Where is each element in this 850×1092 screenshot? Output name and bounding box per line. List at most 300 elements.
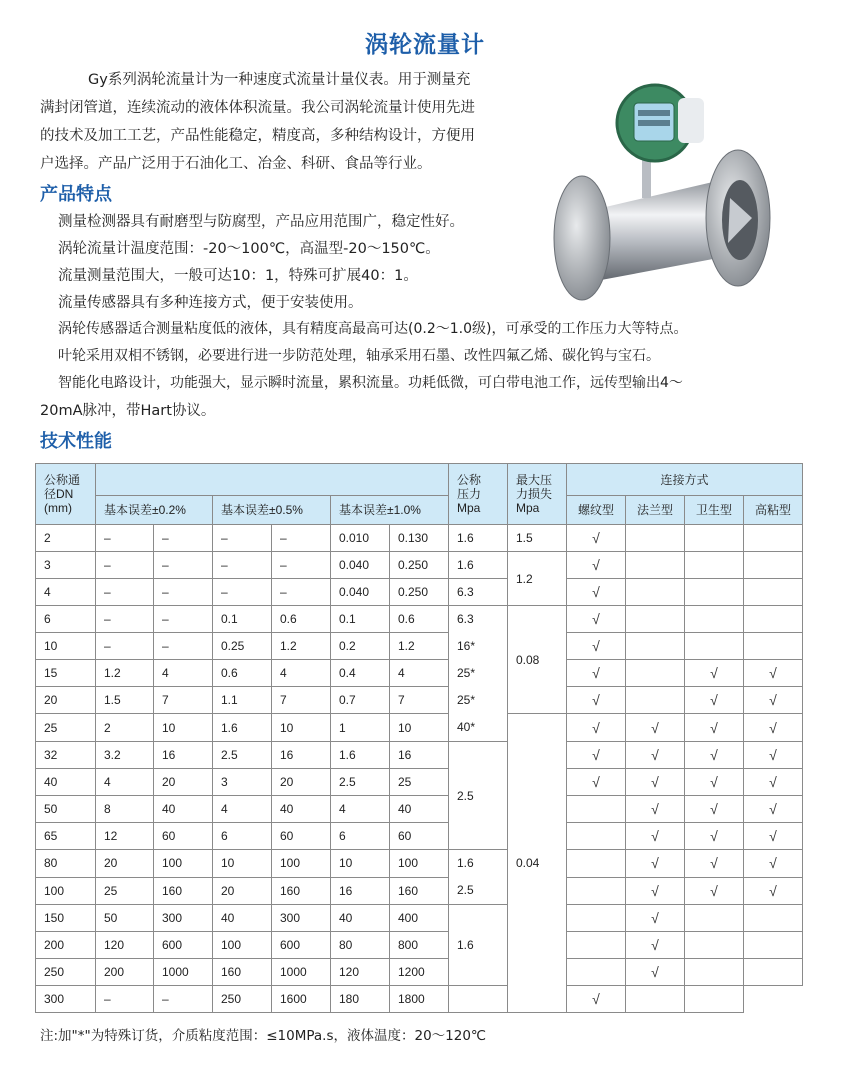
cell-connection [744, 769, 803, 796]
cell-connection [685, 687, 744, 714]
cell-error-value: 100 [272, 850, 331, 878]
check-icon: √ [710, 665, 718, 681]
specs-heading: 技术性能 [40, 431, 112, 452]
cell-error-value: 1.6 [331, 742, 390, 769]
cell-error-value: 0.130 [390, 525, 449, 552]
cell-error-value: 6 [213, 823, 272, 850]
cell-error-value: 250 [213, 986, 272, 1013]
cell-connection [626, 552, 685, 579]
cell-error-value: – [96, 633, 154, 660]
check-icon: √ [651, 774, 659, 790]
cell-pressure [449, 742, 508, 850]
cell-error-value: 0.1 [331, 606, 390, 633]
cell-error-value: – [154, 986, 213, 1013]
cell-error-value: 160 [390, 877, 449, 905]
cell-dn: 6 [36, 606, 96, 633]
header-pressure: 公称 压力 Mpa [449, 464, 508, 525]
cell-error-value: 10 [213, 850, 272, 878]
cell-error-value: – [154, 579, 213, 606]
cell-pressure-loss: 1.2 [508, 552, 567, 606]
cell-error-value: 1.1 [213, 687, 272, 714]
cell-error-value: 300 [154, 905, 213, 932]
cell-connection [744, 660, 803, 687]
cell-error-value: 40 [390, 796, 449, 823]
check-icon: √ [592, 530, 600, 546]
header-sanitary: 卫生型 [685, 496, 744, 525]
pressure-value: 1.6 [457, 938, 474, 952]
cell-error-value: 1800 [390, 986, 449, 1013]
header-error-0.5: 基本误差±0.5% [213, 496, 331, 525]
check-icon: √ [592, 692, 600, 708]
cell-dn: 150 [36, 905, 96, 932]
cell-error-value: 1.2 [390, 633, 449, 660]
cell-error-value: 4 [154, 660, 213, 687]
check-icon: √ [651, 882, 659, 899]
cell-connection [567, 606, 626, 633]
cell-error-value: 16 [331, 877, 390, 905]
cell-error-value: 4 [96, 769, 154, 796]
cell-dn: 100 [36, 877, 96, 905]
cell-pressure [449, 579, 508, 606]
cell-connection [626, 687, 685, 714]
cell-error-value: 10 [331, 850, 390, 878]
cell-error-value: 160 [213, 959, 272, 986]
cell-error-value: 1.5 [96, 687, 154, 714]
cell-connection [567, 525, 626, 552]
cell-error-value: 0.040 [331, 579, 390, 606]
footnote: 注:加"*"为特殊订货，介质粘度范围：≤10MPa.s，液体温度：20～120℃ [40, 1028, 487, 1044]
cell-error-value: 0.2 [331, 633, 390, 660]
cell-error-value: 6 [331, 823, 390, 850]
cell-pressure [449, 552, 508, 579]
turbine-flowmeter-photo [540, 78, 790, 308]
check-icon: √ [769, 665, 777, 681]
cell-error-value: 600 [272, 932, 331, 959]
cell-connection [626, 796, 685, 823]
cell-error-value: 120 [331, 959, 390, 986]
check-icon: √ [651, 910, 659, 926]
cell-connection [449, 986, 508, 1013]
cell-error-value: 40 [154, 796, 213, 823]
cell-error-value: 1000 [272, 959, 331, 986]
check-icon: √ [592, 611, 600, 627]
cell-connection [626, 986, 685, 1013]
intro-line: Gy系列涡轮流量计为一种速度式流量计量仪表。用于测量充 [88, 72, 471, 88]
cell-connection [626, 742, 685, 769]
cell-error-value: – [213, 525, 272, 552]
cell-pressure-loss: 0.08 [508, 606, 567, 714]
cell-error-value: – [96, 606, 154, 633]
check-icon: √ [651, 964, 659, 980]
cell-dn: 10 [36, 633, 96, 660]
intro-line: 户选择。产品广泛用于石油化工、冶金、科研、食品等行业。 [40, 156, 432, 172]
cell-connection [685, 769, 744, 796]
cell-connection [567, 742, 626, 769]
cell-error-value: 1000 [154, 959, 213, 986]
cell-connection [626, 850, 685, 878]
cell-connection [567, 986, 626, 1013]
cell-connection [626, 932, 685, 959]
cell-connection [685, 742, 744, 769]
cell-error-value: 0.250 [390, 552, 449, 579]
cell-error-value: 0.040 [331, 552, 390, 579]
check-icon: √ [592, 557, 600, 573]
cell-connection [744, 932, 803, 959]
cell-error-value: 1.2 [96, 660, 154, 687]
pressure-value: 25* [457, 666, 476, 680]
cell-error-value: 0.1 [213, 606, 272, 633]
cell-dn: 32 [36, 742, 96, 769]
cell-error-value: 200 [96, 959, 154, 986]
table-row [36, 579, 803, 606]
check-icon: √ [769, 855, 777, 872]
cell-dn: 50 [36, 796, 96, 823]
cell-error-value: 1200 [390, 959, 449, 986]
pressure-value: 16* [457, 639, 476, 653]
cell-error-value: 20 [96, 850, 154, 878]
check-icon: √ [710, 855, 718, 872]
check-icon: √ [592, 719, 600, 736]
table-row [36, 742, 803, 769]
check-icon: √ [710, 801, 718, 817]
header-flange: 法兰型 [626, 496, 685, 525]
header-error-1.0: 基本误差±1.0% [331, 496, 449, 525]
cell-connection [744, 606, 803, 633]
pressure-value: 6.3 [457, 585, 474, 599]
check-icon: √ [592, 584, 600, 600]
cell-error-value: 800 [390, 932, 449, 959]
header-dn: 公称通 径DN (mm) [36, 464, 96, 525]
feature-item: 流量传感器具有多种连接方式，便于安装使用。 [58, 295, 363, 311]
table-row [36, 660, 803, 687]
table-row [36, 552, 803, 579]
check-icon: √ [592, 747, 600, 763]
cell-error-value: 400 [390, 905, 449, 932]
cell-error-value: 20 [272, 769, 331, 796]
check-icon: √ [592, 991, 600, 1007]
cell-connection [685, 525, 744, 552]
cell-connection [685, 633, 744, 660]
cell-error-value: – [213, 579, 272, 606]
header-error-group [96, 464, 449, 496]
cell-dn: 2 [36, 525, 96, 552]
check-icon: √ [592, 665, 600, 681]
cell-error-value: 8 [96, 796, 154, 823]
cell-connection [567, 905, 626, 932]
cell-connection [744, 579, 803, 606]
cell-connection [685, 660, 744, 687]
cell-error-value: – [272, 579, 331, 606]
cell-error-value: 0.6 [213, 660, 272, 687]
check-icon: √ [651, 747, 659, 763]
cell-connection [626, 660, 685, 687]
cell-error-value: 0.7 [331, 687, 390, 714]
cell-connection [744, 823, 803, 850]
cell-dn: 20 [36, 687, 96, 714]
cell-connection [626, 525, 685, 552]
cell-error-value: 10 [272, 714, 331, 742]
cell-connection [567, 633, 626, 660]
cell-connection [685, 850, 744, 878]
check-icon: √ [592, 774, 600, 790]
cell-connection [744, 687, 803, 714]
cell-connection [626, 606, 685, 633]
cell-error-value: 4 [390, 660, 449, 687]
cell-error-value: 2.5 [213, 742, 272, 769]
cell-error-value: 4 [331, 796, 390, 823]
table-row [36, 932, 803, 959]
cell-connection [626, 579, 685, 606]
cell-connection [685, 905, 744, 932]
cell-error-value: – [96, 579, 154, 606]
page-title: 涡轮流量计 [365, 32, 485, 58]
pressure-value: 40* [457, 720, 476, 734]
cell-error-value: – [96, 986, 154, 1013]
cell-error-value: 50 [96, 905, 154, 932]
cell-error-value: 7 [272, 687, 331, 714]
cell-connection [744, 959, 803, 986]
cell-error-value: – [272, 552, 331, 579]
cell-error-value: 180 [331, 986, 390, 1013]
cell-connection [744, 905, 803, 932]
pressure-value: 6.3 [457, 612, 474, 626]
cell-pressure [449, 606, 508, 742]
check-icon: √ [769, 774, 777, 790]
check-icon: √ [651, 855, 659, 872]
pressure-value: 2.5 [457, 883, 474, 897]
pressure-value: 1.6 [457, 856, 474, 870]
pressure-value: 25* [457, 693, 476, 707]
cell-connection [626, 769, 685, 796]
cell-connection [567, 687, 626, 714]
cell-connection [567, 796, 626, 823]
cell-connection [626, 714, 685, 742]
cell-pressure-loss: 1.5 [508, 525, 567, 552]
check-icon: √ [769, 747, 777, 763]
cell-error-value: 4 [272, 660, 331, 687]
check-icon: √ [592, 638, 600, 654]
cell-connection [567, 660, 626, 687]
cell-connection [626, 959, 685, 986]
intro-line: 的技术及加工工艺，产品性能稳定，精度高，多种结构设计，方便用 [40, 128, 475, 144]
header-connection: 连接方式 [567, 464, 803, 496]
cell-connection [567, 579, 626, 606]
cell-error-value: 60 [154, 823, 213, 850]
cell-error-value: – [154, 606, 213, 633]
feature-item: 流量测量范围大，一般可达10：1，特殊可扩展40：1。 [58, 268, 418, 284]
check-icon: √ [769, 801, 777, 817]
cell-connection [744, 850, 803, 878]
cell-error-value: 16 [154, 742, 213, 769]
pressure-value: 2.5 [457, 788, 474, 803]
check-icon: √ [651, 719, 659, 736]
cell-connection [567, 769, 626, 796]
check-icon: √ [710, 747, 718, 763]
cell-error-value: 60 [272, 823, 331, 850]
check-icon: √ [769, 882, 777, 899]
table-row [36, 796, 803, 823]
cell-error-value: 20 [213, 877, 272, 905]
table-row [36, 877, 803, 905]
cell-error-value: 160 [272, 877, 331, 905]
cell-error-value: – [213, 552, 272, 579]
cell-error-value: 60 [390, 823, 449, 850]
cell-connection [567, 877, 626, 905]
table-row [36, 769, 803, 796]
cell-error-value: 25 [96, 877, 154, 905]
check-icon: √ [710, 882, 718, 899]
cell-error-value: 160 [154, 877, 213, 905]
cell-connection [567, 552, 626, 579]
cell-error-value: 25 [390, 769, 449, 796]
cell-connection [567, 932, 626, 959]
cell-connection [567, 850, 626, 878]
cell-connection [626, 633, 685, 660]
cell-error-value: 16 [272, 742, 331, 769]
cell-connection [685, 986, 744, 1013]
feature-item: 20mA脉冲，带Hart协议。 [40, 403, 216, 419]
cell-connection [744, 742, 803, 769]
cell-error-value: 100 [390, 850, 449, 878]
cell-error-value: 0.250 [390, 579, 449, 606]
check-icon: √ [710, 828, 718, 844]
cell-connection [685, 552, 744, 579]
cell-error-value: 2.5 [331, 769, 390, 796]
cell-pressure [449, 525, 508, 552]
cell-error-value: – [154, 552, 213, 579]
cell-connection [685, 579, 744, 606]
cell-connection [685, 606, 744, 633]
cell-error-value: 300 [272, 905, 331, 932]
cell-error-value: 12 [96, 823, 154, 850]
cell-pressure [449, 850, 508, 905]
cell-error-value: 1600 [272, 986, 331, 1013]
cell-connection [567, 823, 626, 850]
cell-error-value: 20 [154, 769, 213, 796]
table-row [36, 986, 803, 1013]
cell-error-value: 100 [154, 850, 213, 878]
cell-connection [744, 552, 803, 579]
feature-item: 涡轮流量计温度范围：-20～100℃，高温型-20～150℃。 [58, 241, 440, 257]
cell-error-value: 3 [213, 769, 272, 796]
cell-connection [626, 905, 685, 932]
cell-dn: 300 [36, 986, 96, 1013]
cell-dn: 200 [36, 932, 96, 959]
cell-pressure-loss: 0.04 [508, 714, 567, 1013]
cell-connection [567, 714, 626, 742]
table-row [36, 606, 803, 633]
header-error-0.2: 基本误差±0.2% [96, 496, 213, 525]
cell-error-value: 120 [96, 932, 154, 959]
header-thread: 螺纹型 [567, 496, 626, 525]
cell-error-value: 0.6 [390, 606, 449, 633]
cell-dn: 3 [36, 552, 96, 579]
cell-dn: 65 [36, 823, 96, 850]
cell-error-value: 1.6 [213, 714, 272, 742]
cell-dn: 40 [36, 769, 96, 796]
check-icon: √ [651, 828, 659, 844]
table-row [36, 823, 803, 850]
table-row [36, 633, 803, 660]
cell-error-value: – [96, 552, 154, 579]
cell-error-value: 0.4 [331, 660, 390, 687]
cell-error-value: 2 [96, 714, 154, 742]
cell-connection [685, 877, 744, 905]
cell-error-value: – [272, 525, 331, 552]
cell-connection [685, 714, 744, 742]
check-icon: √ [710, 774, 718, 790]
cell-error-value: – [154, 633, 213, 660]
cell-dn: 250 [36, 959, 96, 986]
check-icon: √ [651, 937, 659, 953]
table-row [36, 905, 803, 932]
table-body [36, 525, 803, 1013]
cell-error-value: 1.2 [272, 633, 331, 660]
intro-line: 满封闭管道，连续流动的液体体积流量。我公司涡轮流量计使用先进 [40, 100, 475, 116]
cell-pressure [449, 905, 508, 986]
cell-connection [744, 877, 803, 905]
feature-item: 测量检测器具有耐磨型与防腐型，产品应用范围广，稳定性好。 [58, 214, 464, 230]
header-pressure-loss: 最大压 力损失 Mpa [508, 464, 567, 525]
features-heading: 产品特点 [40, 184, 112, 205]
cell-error-value: 0.25 [213, 633, 272, 660]
cell-connection [626, 877, 685, 905]
cell-connection [685, 959, 744, 986]
table-row [36, 687, 803, 714]
table-row [36, 850, 803, 878]
cell-error-value: 16 [390, 742, 449, 769]
cell-dn: 80 [36, 850, 96, 878]
cell-connection [744, 796, 803, 823]
cell-connection [626, 823, 685, 850]
cell-error-value: 10 [390, 714, 449, 742]
cell-dn: 4 [36, 579, 96, 606]
cell-error-value: 7 [390, 687, 449, 714]
cell-error-value: 100 [213, 932, 272, 959]
check-icon: √ [710, 719, 718, 736]
feature-item: 涡轮传感器适合测量粘度低的液体，具有精度高最高可达(0.2～1.0级)，可承受的工作压力大等特点。 [58, 321, 688, 337]
check-icon: √ [651, 801, 659, 817]
cell-error-value: 4 [213, 796, 272, 823]
feature-item: 智能化电路设计，功能强大，显示瞬时流量，累积流量。功耗低微，可白带电池工作，远传型输出4～ [58, 375, 683, 391]
table-row [36, 525, 803, 552]
cell-dn: 25 [36, 714, 96, 742]
cell-error-value: 0.010 [331, 525, 390, 552]
specs-table [35, 463, 803, 1013]
cell-connection [744, 714, 803, 742]
feature-item: 叶轮采用双相不锈钢，必要进行进一步防范处理，轴承采用石墨、改性四氟乙烯、碳化钨与宝石。 [58, 348, 660, 364]
pressure-value: 1.6 [457, 558, 474, 572]
check-icon: √ [769, 719, 777, 736]
cell-error-value: 80 [331, 932, 390, 959]
cell-error-value: 40 [272, 796, 331, 823]
cell-connection [685, 796, 744, 823]
table-row [36, 714, 803, 742]
cell-error-value: 10 [154, 714, 213, 742]
header-high-viscosity: 高粘型 [744, 496, 803, 525]
cell-error-value: 40 [213, 905, 272, 932]
cell-connection [744, 525, 803, 552]
table-row [36, 959, 803, 986]
cell-connection [744, 633, 803, 660]
cell-error-value: 1 [331, 714, 390, 742]
cell-connection [685, 823, 744, 850]
cell-error-value: – [154, 525, 213, 552]
cell-dn: 15 [36, 660, 96, 687]
cell-error-value: 600 [154, 932, 213, 959]
cell-error-value: 3.2 [96, 742, 154, 769]
cell-error-value: 7 [154, 687, 213, 714]
